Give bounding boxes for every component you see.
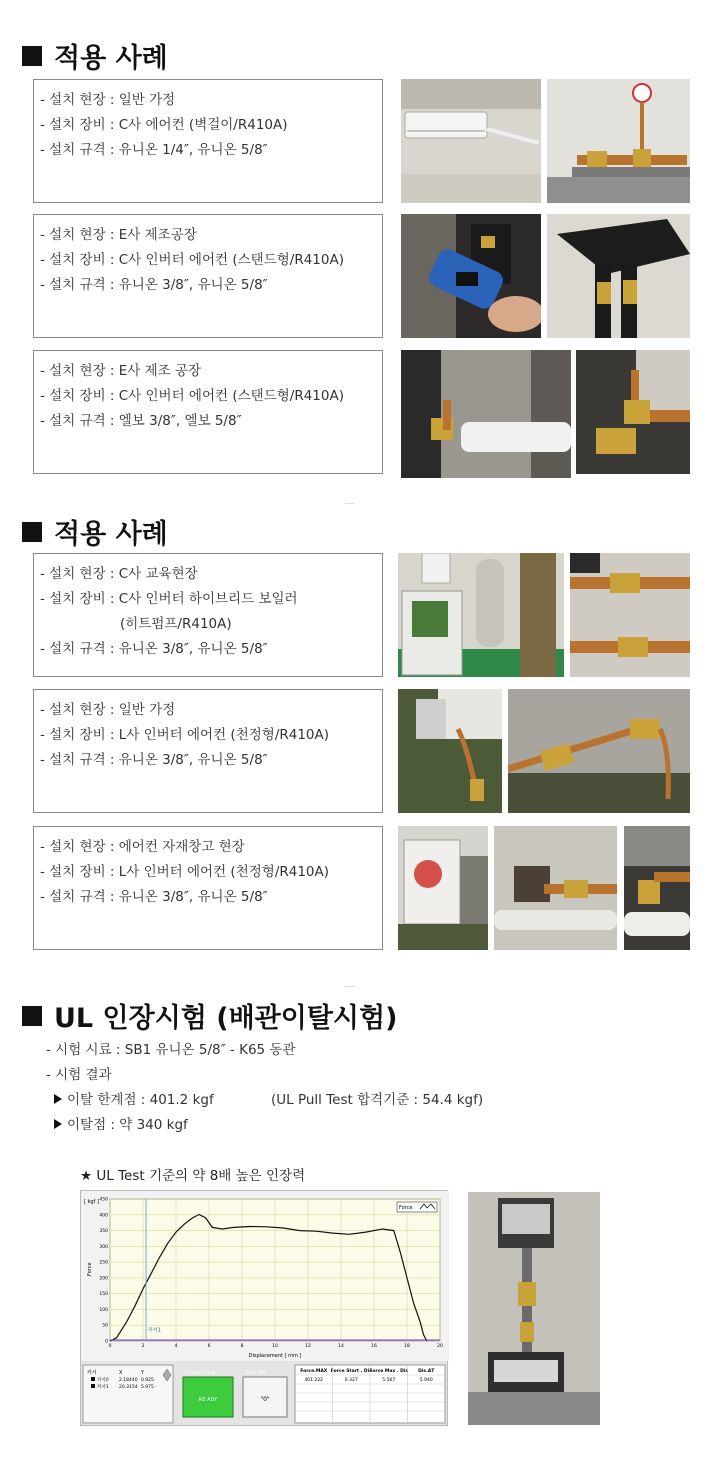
cursor-swatch-icon xyxy=(91,1377,95,1381)
case-spec: - 설치 규격 : 유니온 3/8″, 유니온 5/8″ xyxy=(40,752,268,768)
photo-warehouse-union xyxy=(494,826,617,950)
test-sample: - 시험 시료 : SB1 유니온 5/8″ - K65 동관 xyxy=(46,1042,296,1058)
photo-union-insulated xyxy=(547,214,690,338)
case-equipment: - 설치 장비 : C사 인버터 에어컨 (스탠드형/R410A) xyxy=(40,252,344,268)
x-tick-label: 12 xyxy=(305,1344,311,1349)
table-header-cell: Force.MAX xyxy=(300,1369,328,1374)
table-header-cell: Force Start . Dis xyxy=(330,1369,372,1374)
case-card-2 xyxy=(33,214,383,338)
cursor-row-name: 커서0 xyxy=(97,1378,109,1383)
y-tick-label: 350 xyxy=(99,1229,108,1235)
case-site: - 설치 현장 : C사 교육현장 xyxy=(40,566,198,582)
case-site: - 설치 현장 : 일반 가정 xyxy=(40,702,176,718)
y-tick-label: 450 xyxy=(99,1197,108,1203)
case-spec: - 설치 규격 : 유니온 3/8″, 유니온 5/8″ xyxy=(40,889,268,905)
y-tick-label: 150 xyxy=(99,1292,108,1298)
section-title-text: 적용 사례 xyxy=(54,43,168,74)
test-breakpoint-row xyxy=(46,1113,483,1138)
test-limit-row xyxy=(46,1088,483,1113)
force-chart-panel xyxy=(80,1190,448,1426)
photo-elbow-taped xyxy=(401,350,571,478)
triangle-bullet-icon xyxy=(54,1094,62,1104)
cursor-row-y: 5.975 xyxy=(141,1385,154,1390)
case-card-3 xyxy=(33,350,383,474)
table-header-cell: Force Max . Dis xyxy=(369,1369,409,1374)
table-value-cell: 5.940 xyxy=(419,1378,433,1383)
test-limit: 이탈 한계점 : 401.2 kgf xyxy=(67,1092,214,1108)
photo-boiler-room xyxy=(398,553,564,677)
photo-outdoor-union xyxy=(508,689,690,813)
case-equipment: - 설치 장비 : C사 인버터 하이브리드 보일러 xyxy=(40,591,298,607)
case-site: - 설치 현장 : 에어컨 자재창고 현장 xyxy=(40,839,245,855)
x-tick-label: 8 xyxy=(240,1344,244,1349)
photo-leak-detector xyxy=(401,214,541,338)
cursor-col-name: 커서 xyxy=(87,1370,97,1376)
x-tick-label: 20 xyxy=(437,1344,443,1349)
x-tick-label: 14 xyxy=(338,1344,344,1349)
triangle-bullet-icon xyxy=(54,1119,62,1129)
case-site: - 설치 현장 : 일반 가정 xyxy=(40,92,176,108)
x-axis-label: Displacement [ mm ] xyxy=(248,1353,302,1359)
case-equipment-cont: (히트펌프/R410A) xyxy=(120,616,232,632)
cursor-label: 커서1 xyxy=(148,1327,161,1334)
table-value-cell: 0.327 xyxy=(344,1378,358,1383)
divider xyxy=(345,986,355,987)
section-title-text: UL 인장시험 (배관이탈시험) xyxy=(54,1003,398,1034)
zero-set-value: "0" xyxy=(260,1396,270,1403)
cursor-swatch-icon xyxy=(91,1384,95,1388)
y-tick-label: 100 xyxy=(99,1307,108,1313)
y-tick-label: 400 xyxy=(99,1213,108,1219)
y-tick-label: 0 xyxy=(105,1339,108,1345)
x-tick-label: 10 xyxy=(272,1344,278,1349)
case-equipment: - 설치 장비 : L사 인버터 에어컨 (천정형/R410A) xyxy=(40,864,330,880)
case-spec: - 설치 규격 : 엘보 3/8″, 엘보 5/8″ xyxy=(40,413,242,429)
legend-label: Force xyxy=(399,1205,413,1211)
photo-elbow-closeup xyxy=(576,350,690,474)
test-caption: ★ UL Test 기준의 약 8배 높은 인장력 xyxy=(80,1168,306,1184)
y-tick-label: 300 xyxy=(99,1244,108,1250)
photo-outdoor-pipes xyxy=(398,689,502,813)
square-bullet-icon xyxy=(22,46,42,66)
y-axis-label: Force xyxy=(87,1262,93,1276)
x-tick-label: 18 xyxy=(404,1344,410,1349)
photo-tensile-machine xyxy=(468,1192,600,1425)
digital-input-label: Digital Input xyxy=(185,1370,216,1376)
y-tick-label: 250 xyxy=(99,1260,108,1266)
table-value-cell: 401.222 xyxy=(304,1378,324,1383)
x-tick-label: 4 xyxy=(174,1344,178,1349)
test-breakpoint: 이탈점 : 약 340 kgf xyxy=(67,1117,188,1133)
case-card-4 xyxy=(33,553,383,677)
test-result-label: - 시험 결과 xyxy=(46,1067,112,1083)
case-site: - 설치 현장 : E사 제조공장 xyxy=(40,227,197,243)
photo-warehouse-closeup xyxy=(624,826,690,950)
case-spec: - 설치 규격 : 유니온 3/8″, 유니온 5/8″ xyxy=(40,277,268,293)
case-spec: - 설치 규격 : 유니온 1/4″, 유니온 5/8″ xyxy=(40,142,268,158)
y-unit-label: [ kgf ] xyxy=(84,1199,99,1205)
cursor-col-y: Y xyxy=(141,1370,145,1376)
x-tick-label: 16 xyxy=(371,1344,377,1349)
case-card-5 xyxy=(33,689,383,813)
cursor-row-x: 2.18440 xyxy=(119,1378,138,1383)
table-header-cell: Dis.ΔT xyxy=(418,1369,435,1374)
zero-set-label: Zero Set xyxy=(245,1370,267,1376)
case-card-6 xyxy=(33,826,383,950)
case-site: - 설치 현장 : E사 제조 공장 xyxy=(40,363,202,379)
case-equipment: - 설치 장비 : C사 인버터 에어컨 (스탠드형/R410A) xyxy=(40,388,344,404)
case-equipment: - 설치 장비 : C사 에어컨 (벽걸이/R410A) xyxy=(40,117,288,133)
photo-warehouse-unit xyxy=(398,826,488,950)
case-equipment: - 설치 장비 : L사 인버터 에어컨 (천정형/R410A) xyxy=(40,727,330,743)
case-spec: - 설치 규격 : 유니온 3/8″, 유니온 5/8″ xyxy=(40,641,268,657)
divider xyxy=(345,503,355,504)
cursor-col-x: X xyxy=(119,1370,123,1376)
section-title-text: 적용 사례 xyxy=(54,519,168,550)
section-title-2 xyxy=(22,512,168,551)
square-bullet-icon xyxy=(22,522,42,542)
ready-indicator-label: RE ADY xyxy=(198,1397,218,1403)
y-tick-label: 200 xyxy=(99,1276,108,1282)
case-card-1 xyxy=(33,79,383,203)
photo-union-gauge xyxy=(547,79,690,203)
ul-test-details xyxy=(46,1038,483,1138)
test-criterion: (UL Pull Test 합격기준 : 54.4 kgf) xyxy=(271,1092,484,1108)
x-tick-label: 0 xyxy=(108,1344,112,1349)
section-title-1 xyxy=(22,36,168,75)
table-value-cell: 5.567 xyxy=(382,1378,396,1383)
x-tick-label: 2 xyxy=(141,1344,145,1349)
x-tick-label: 6 xyxy=(207,1344,211,1349)
force-chart xyxy=(81,1191,449,1427)
photo-wall-aircon xyxy=(401,79,541,203)
photo-boiler-union xyxy=(570,553,690,677)
cursor-row-x: 20.3154 xyxy=(119,1385,138,1390)
cursor-row-y: 0.925 xyxy=(141,1378,154,1383)
section-title-3 xyxy=(22,996,397,1035)
cursor-row-name: 커서1 xyxy=(97,1385,109,1390)
square-bullet-icon xyxy=(22,1006,42,1026)
y-tick-label: 50 xyxy=(102,1323,108,1329)
